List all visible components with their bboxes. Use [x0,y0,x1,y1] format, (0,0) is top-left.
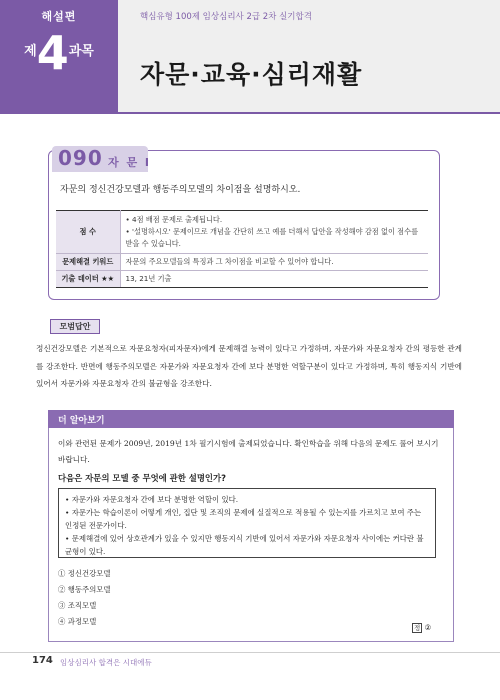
chapter-prefix: 제 [24,44,37,59]
chapter-tab [0,0,118,112]
chapter-suffix: 과목 [68,44,94,59]
more-intro: 이와 관련된 문제가 2009년, 2019년 1차 필기시험에 출제되었습니다. 확인학습을 위해 다음의 문제도 풀어 보시기 바랍니다. [58,439,439,464]
question-category: 자 문 I [108,156,152,169]
model-answer-text: 정신건강모델은 기본적으로 자문요청자(피자문자)에게 문제해결 능력이 있다고 가정하며, 자문가와 자문요청자 간의 평등한 관계를 강조한다. 반면에 행동주의모델은 자문가와 자문요청자 간에 보다 분명한 역할구분이 있다고 가정하며, 특히 행동지식 기반에 있어서 자문가와 자문요청자 간의 불균형을 강조한다. [36,344,462,388]
header-divider [0,112,500,114]
more-header [48,410,454,428]
info-label: 기출 데이터 ★★ [56,271,120,288]
info-item: 자문의 주요모델들의 특징과 그 차이점을 비교할 수 있어야 합니다. [120,254,428,271]
book-subtitle: 핵심유형 100제 임상심리사 2급 2차 실기합격 [140,12,312,22]
answer-mark [412,623,431,633]
description-item: • 자문가는 학습이론이 어떻게 개인, 집단 및 조직의 문제에 실질적으로 적용될 수 있는지를 가르치고 보여 주는 인정된 전문가이다. [65,508,422,530]
question-number: 090 [58,146,103,170]
info-item: 13, 21년 기출 [120,271,428,288]
more-question: 다음은 자문의 모델 중 무엇에 관한 설명인가? [58,473,226,483]
chapter-number: 4 [36,26,69,80]
answer-label: 정 [414,624,421,632]
info-item: • '설명하시오' 문제이므로 개념을 간단히 쓰고 예를 더해서 답안을 작성해야 감점 없이 점수를 받을 수 있습니다. [125,227,419,248]
page-title: 자문·교육·심리재활 [140,60,363,89]
info-label: 문제해결 키워드 [56,254,120,271]
question-text: 자문의 정신건강모델과 행동주의모델의 차이점을 설명하시오. [60,185,301,195]
choice-item: ② 행동주의모델 [58,585,111,594]
description-item: • 문제해결에 있어 상호관계가 있을 수 있지만 행동지식 기반에 있어서 자문가와 자문요청자 사이에는 커다란 불균형이 있다. [65,534,424,556]
page-number: 174 [32,655,53,666]
answer-value: ② [424,623,432,632]
footer-divider [0,652,500,653]
more-heading: 더 알아보기 [58,416,105,426]
chapter-label [0,26,118,80]
choice-item: ③ 조직모델 [58,601,97,610]
model-answer-tag: 모범답안 [50,319,100,334]
description-box [58,488,436,558]
answer-choices [58,566,111,630]
choice-item: ④ 과정모델 [58,617,97,626]
info-label: 점 수 [56,211,120,254]
question-info-table [56,210,428,288]
info-row-score [56,211,428,254]
info-row-history [56,271,428,288]
info-row-keyword [56,254,428,271]
info-item: • 4점 배점 문제로 출제됩니다. [125,215,223,224]
description-item: • 자문가와 자문요청자 간에 보다 분명한 역할이 있다. [65,495,239,504]
footer-book-title: 임상심리사 합격은 시대에듀 [60,658,152,667]
choice-item: ① 정신건강모델 [58,569,111,578]
section-label: 해설편 [41,10,77,23]
